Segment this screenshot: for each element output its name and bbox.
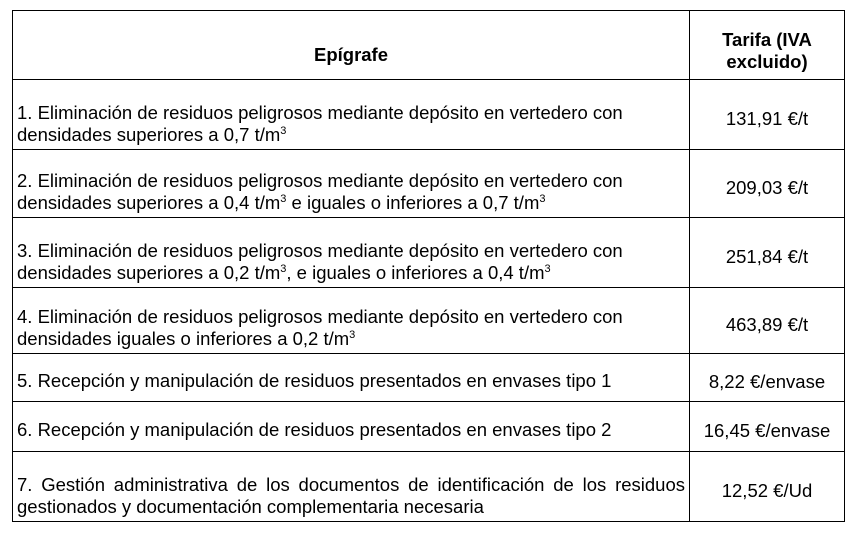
- superscript: 3: [544, 262, 551, 275]
- epigrafe-line1: 4. Eliminación de residuos peligrosos mediante depósito en vertedero con: [17, 306, 623, 327]
- superscript: 3: [280, 124, 287, 137]
- epigrafe-cell: [13, 80, 690, 150]
- epigrafe-line2-cont: e iguales o inferiores a 0,7 t/m: [286, 192, 540, 213]
- epigrafe-cell: [13, 288, 690, 354]
- epigrafe-cell: [13, 218, 690, 288]
- superscript: 3: [539, 192, 546, 205]
- table-row: [13, 288, 845, 354]
- tarifa-cell: 8,22 €/envase: [690, 354, 845, 402]
- epigrafe-line2: densidades iguales o inferiores a 0,2 t/m: [17, 328, 350, 349]
- tarifa-cell: 209,03 €/t: [690, 150, 845, 218]
- table-header-row: [13, 11, 845, 80]
- header-epigrafe: Epígrafe: [13, 11, 690, 80]
- superscript: 3: [280, 262, 287, 275]
- table-row: [13, 150, 845, 218]
- superscript: 3: [349, 328, 356, 341]
- epigrafe-cell: 6. Recepción y manipulación de residuos presentados en envases tipo 2: [13, 402, 690, 452]
- epigrafe-line2-cont: , e iguales o inferiores a 0,4 t/m: [286, 262, 545, 283]
- epigrafe-cell: 7. Gestión administrativa de los documentos de identificación de los residuos gestionados y documentación complementaria necesaria: [13, 452, 690, 522]
- table-row: [13, 354, 845, 402]
- tarifa-cell: 12,52 €/Ud: [690, 452, 845, 522]
- epigrafe-line2: densidades superiores a 0,2 t/m: [17, 262, 281, 283]
- header-tarifa: Tarifa (IVA excluido): [690, 11, 845, 80]
- epigrafe-cell: [13, 150, 690, 218]
- epigrafe-line2: densidades superiores a 0,4 t/m: [17, 192, 281, 213]
- epigrafe-cell: 5. Recepción y manipulación de residuos presentados en envases tipo 1: [13, 354, 690, 402]
- tarifa-cell: 463,89 €/t: [690, 288, 845, 354]
- superscript: 3: [280, 192, 287, 205]
- table-row: [13, 402, 845, 452]
- table-row: [13, 218, 845, 288]
- tarifa-cell: 131,91 €/t: [690, 80, 845, 150]
- epigrafe-line2: densidades superiores a 0,7 t/m: [17, 124, 281, 145]
- table-row: [13, 80, 845, 150]
- tariff-table: [12, 10, 845, 522]
- epigrafe-line1: 2. Eliminación de residuos peligrosos mediante depósito en vertedero con: [17, 170, 623, 191]
- table-row: [13, 452, 845, 522]
- tarifa-cell: 16,45 €/envase: [690, 402, 845, 452]
- tarifa-cell: 251,84 €/t: [690, 218, 845, 288]
- epigrafe-line1: 3. Eliminación de residuos peligrosos mediante depósito en vertedero con: [17, 240, 623, 261]
- epigrafe-line1: 1. Eliminación de residuos peligrosos mediante depósito en vertedero con: [17, 102, 623, 123]
